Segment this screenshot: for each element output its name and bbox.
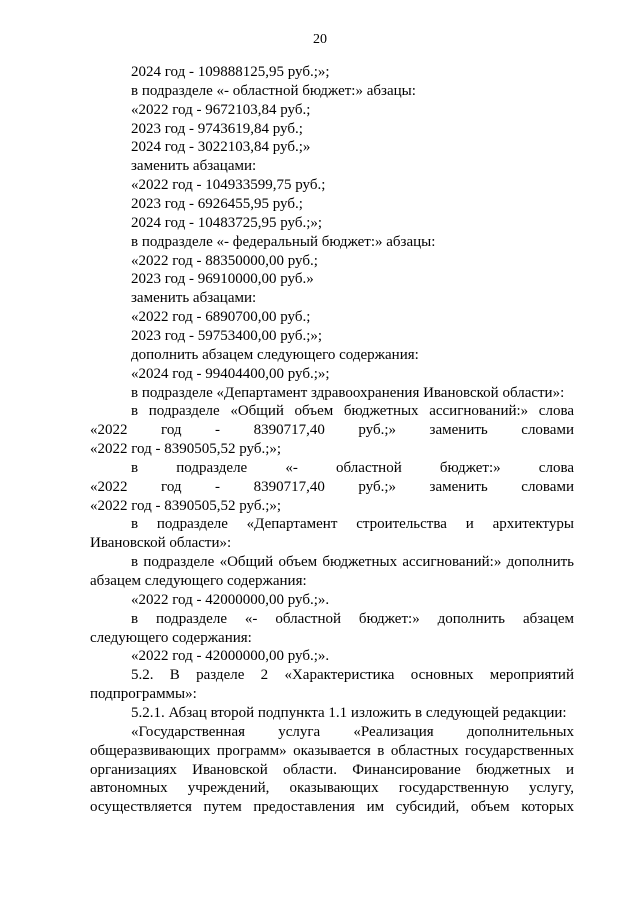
text-line: 2023 год - 6926455,95 руб.; — [131, 196, 303, 212]
text-line: «2022 год - 8390505,52 руб.;»; — [90, 497, 282, 514]
text-line: «2022 год - 8390505,52 руб.;»; — [90, 441, 282, 457]
text-line: в подразделе «- федеральный бюджет:» абзацы: — [131, 233, 436, 250]
text-line: в подразделе «- областной бюджет:» дополнить абзацем — [131, 610, 574, 627]
text-line: 2023 год - 59753400,00 руб.;»; — [131, 327, 323, 344]
text-line: 2023 год - 96910000,00 руб.» — [131, 271, 314, 288]
text-line: в подразделе «Департамент здравоохранения Ивановской области»: — [131, 384, 565, 401]
text-line: заменить абзацами: — [131, 158, 257, 175]
text-line: в подразделе «Общий объем бюджетных ассигнований:» дополнить — [131, 554, 574, 571]
text-line: в подразделе «- областной бюджет:» слова — [131, 459, 574, 476]
text-line: «2022 год - 42000000,00 руб.;». — [131, 648, 330, 665]
text-line: подпрограммы»: — [90, 686, 197, 703]
text-line: общеразвивающих программ» оказывается в областных государственных — [90, 742, 574, 759]
text-line: осуществляется путем предоставления им субсидий, объем которых — [90, 799, 574, 816]
text-line: 2024 год - 109888125,95 руб.;»; — [131, 64, 330, 80]
text-line: в подразделе «- областной бюджет:» абзацы: — [131, 82, 416, 99]
text-line: в подразделе «Департамент строительства и архитектуры — [131, 516, 574, 533]
text-line: организациях Ивановской области. Финансирование бюджетных и — [90, 761, 574, 778]
text-line: «2022 год - 8390717,40 руб.;» заменить словами — [90, 422, 574, 439]
text-line: в подразделе «Общий объем бюджетных ассигнований:» слова — [131, 403, 574, 420]
text-line: 2024 год - 10483725,95 руб.;»; — [131, 214, 323, 231]
text-line: 2023 год - 9743619,84 руб.; — [131, 120, 303, 137]
text-line: «Государственная услуга «Реализация дополнительных — [131, 723, 574, 740]
text-line: Ивановской области»: — [90, 535, 232, 552]
text-line: «2022 год - 9672103,84 руб.; — [131, 101, 311, 118]
text-line: дополнить абзацем следующего содержания: — [131, 346, 419, 363]
text-line: заменить абзацами: — [131, 290, 257, 307]
text-line: «2022 год - 88350000,00 руб.; — [131, 252, 318, 269]
text-line: абзацем следующего содержания: — [90, 573, 307, 589]
text-line: «2022 год - 8390717,40 руб.;» заменить словами — [90, 478, 574, 495]
text-line: «2022 год - 6890700,00 руб.; — [131, 309, 311, 326]
text-line: 5.2. В разделе 2 «Характеристика основных мероприятий — [131, 667, 574, 684]
text-line: автономных учреждений, оказывающих государственную услугу, — [90, 780, 574, 797]
text-line: «2024 год - 99404400,00 руб.;»; — [131, 365, 330, 382]
text-line: 2024 год - 3022103,84 руб.;» — [131, 139, 311, 156]
text-line: 5.2.1. Абзац второй подпункта 1.1 изложить в следующей редакции: — [131, 704, 567, 721]
text-line: следующего содержания: — [90, 629, 252, 646]
text-line: «2022 год - 42000000,00 руб.;». — [131, 591, 330, 608]
page-number: 20 — [313, 32, 327, 47]
text-line: «2022 год - 104933599,75 руб.; — [131, 177, 326, 194]
